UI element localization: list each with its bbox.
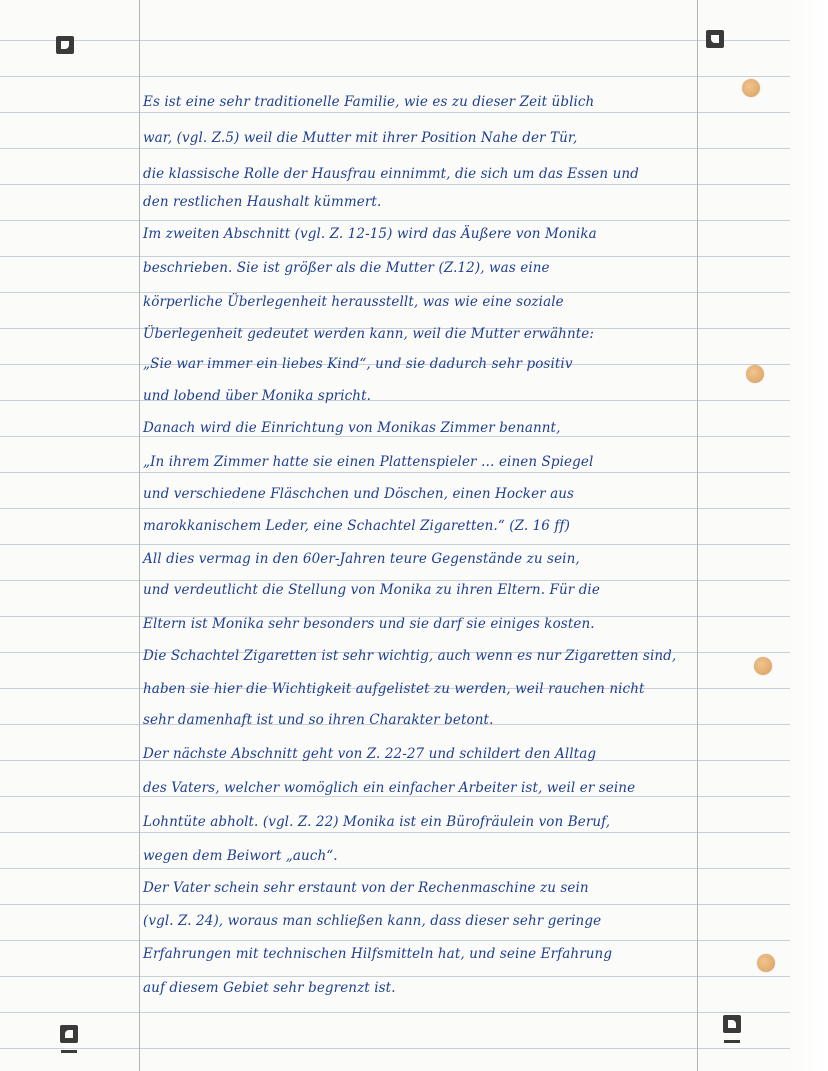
- corner-marker-dash: [724, 1040, 740, 1043]
- text-line: den restlichen Haushalt kümmert.: [143, 194, 382, 210]
- text-line: Es ist eine sehr traditionelle Familie, wie es zu dieser Zeit üblich: [143, 94, 595, 110]
- corner-marker-icon: [723, 1015, 741, 1033]
- punch-hole-icon: [757, 954, 775, 972]
- ruled-line: [0, 940, 790, 941]
- text-line: wegen dem Beiwort „auch“.: [143, 848, 338, 864]
- text-line: beschrieben. Sie ist größer als die Mutter (Z.12), was eine: [143, 260, 550, 276]
- ruled-line: [0, 256, 790, 257]
- ruled-line: [0, 1048, 790, 1049]
- ruled-line: [0, 184, 790, 185]
- ruled-line: [0, 904, 790, 905]
- text-line: körperliche Überlegenheit herausstellt, was wie eine soziale: [143, 294, 564, 310]
- ruled-line: [0, 1012, 790, 1013]
- text-line: (vgl. Z. 24), woraus man schließen kann, dass dieser sehr geringe: [143, 913, 602, 929]
- text-line: Lohntüte abholt. (vgl. Z. 22) Monika ist ein Bürofräulein von Beruf,: [143, 814, 611, 830]
- ruled-line: [0, 112, 790, 113]
- punch-hole-icon: [742, 79, 760, 97]
- ruled-line: [0, 40, 790, 41]
- ruled-line: [0, 832, 790, 833]
- text-line: All dies vermag in den 60er-Jahren teure Gegenstände zu sein,: [143, 551, 580, 567]
- ruled-line: [0, 868, 790, 869]
- right-margin-line: [697, 0, 698, 1071]
- text-line: und lobend über Monika spricht.: [143, 388, 371, 404]
- text-line: war, (vgl. Z.5) weil die Mutter mit ihrer Position Nahe der Tür,: [143, 130, 578, 146]
- corner-marker-icon: [706, 30, 724, 48]
- text-line: sehr damenhaft ist und so ihren Charakter betont.: [143, 712, 494, 728]
- text-line: Die Schachtel Zigaretten ist sehr wichtig, auch wenn es nur Zigaretten sind,: [143, 648, 677, 664]
- text-line: Eltern ist Monika sehr besonders und sie darf sie einiges kosten.: [143, 616, 595, 632]
- text-line: „Sie war immer ein liebes Kind“, und sie dadurch sehr positiv: [143, 356, 573, 372]
- ruled-line: [0, 544, 790, 545]
- punch-hole-icon: [746, 365, 764, 383]
- text-line: haben sie hier die Wichtigkeit aufgelistet zu werden, weil rauchen nicht: [143, 681, 645, 697]
- text-line: marokkanischem Leder, eine Schachtel Zigaretten.“ (Z. 16 ff): [143, 518, 570, 534]
- text-line: Der Vater schein sehr erstaunt von der Rechenmaschine zu sein: [143, 880, 589, 896]
- ruled-line: [0, 76, 790, 77]
- text-line: auf diesem Gebiet sehr begrenzt ist.: [143, 980, 396, 996]
- text-line: die klassische Rolle der Hausfrau einnimmt, die sich um das Essen und: [143, 166, 639, 182]
- text-line: Der nächste Abschnitt geht von Z. 22-27 und schildert den Alltag: [143, 746, 597, 762]
- corner-marker-icon: [60, 1025, 78, 1043]
- text-line: „In ihrem Zimmer hatte sie einen Plattenspieler … einen Spiegel: [143, 454, 594, 470]
- ruled-line: [0, 508, 790, 509]
- ruled-line: [0, 148, 790, 149]
- left-margin-line: [139, 0, 140, 1071]
- ruled-line: [0, 976, 790, 977]
- punch-hole-icon: [754, 657, 772, 675]
- text-line: Im zweiten Abschnitt (vgl. Z. 12-15) wird das Äußere von Monika: [143, 226, 597, 242]
- ruled-line: [0, 472, 790, 473]
- ruled-line: [0, 400, 790, 401]
- text-line: Überlegenheit gedeutet werden kann, weil die Mutter erwähnte:: [143, 326, 595, 342]
- text-line: und verdeutlicht die Stellung von Monika zu ihren Eltern. Für die: [143, 582, 600, 598]
- ruled-line: [0, 220, 790, 221]
- text-line: und verschiedene Fläschchen und Döschen, einen Hocker aus: [143, 486, 575, 502]
- corner-marker-dash: [61, 1050, 77, 1053]
- text-line: Danach wird die Einrichtung von Monikas Zimmer benannt,: [143, 420, 561, 436]
- corner-marker-icon: [56, 36, 74, 54]
- text-line: Erfahrungen mit technischen Hilfsmitteln hat, und seine Erfahrung: [143, 946, 613, 962]
- text-line: des Vaters, welcher womöglich ein einfacher Arbeiter ist, weil er seine: [143, 780, 636, 796]
